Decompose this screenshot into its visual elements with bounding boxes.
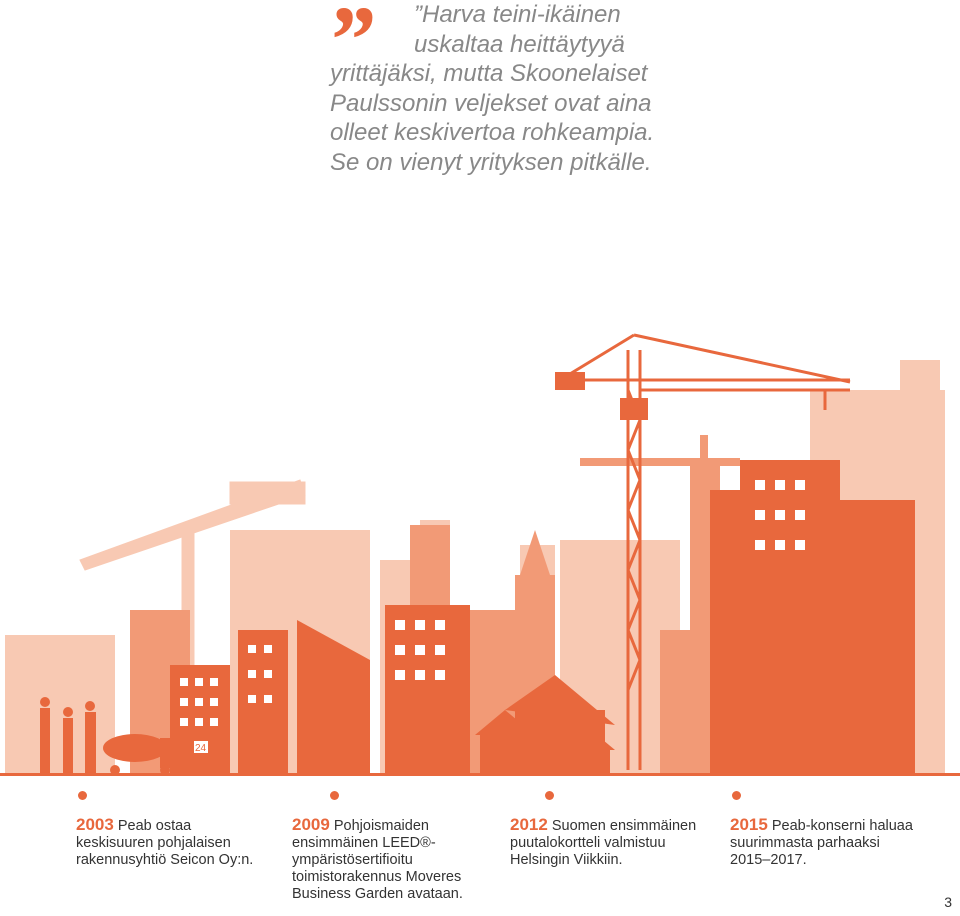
event-text: Pohjoismaiden (333, 818, 429, 834)
quotation-mark-icon: ” (326, 0, 374, 93)
quote-line: Paulssonin veljekset ovat aina (330, 89, 652, 117)
event-year: 2012 (510, 815, 548, 834)
quote-line: olleet keskivertoa rohkeampia. (330, 119, 655, 146)
pull-quote (330, 0, 710, 177)
ground-line (0, 773, 960, 776)
event-text: toimistorakennus Moveres (292, 869, 462, 885)
timeline-dot (78, 791, 87, 800)
construction-city-illustration (0, 330, 960, 780)
crane-counterweight (555, 372, 585, 390)
event-year: 2003 (76, 815, 114, 834)
timeline-event-2003 (76, 816, 253, 869)
event-text: 2015–2017. (730, 852, 807, 868)
event-text: Helsingin Viikkiin. (510, 852, 623, 868)
timeline-dot (545, 791, 554, 800)
page-number: 3 (944, 894, 952, 910)
timeline (0, 788, 960, 916)
event-text: suurimmasta parhaaksi (730, 835, 880, 851)
timeline-dot (330, 791, 339, 800)
quote-line: ”Harva teini-ikäinen (414, 1, 621, 28)
timeline-event-2012 (510, 816, 696, 869)
workers (40, 697, 96, 773)
event-text: ympäristösertifioitu (292, 852, 413, 868)
event-text: puutalokortteli valmistuu (510, 835, 666, 851)
event-text: Suomen ensimmäinen (551, 818, 697, 834)
timeline-event-2009 (292, 816, 463, 903)
quote-line: Se on vienyt yrityksen pitkälle. (330, 148, 652, 176)
quote-line: uskaltaa heittäytyyä (414, 30, 625, 58)
event-year: 2015 (730, 815, 768, 834)
quote-line: yrittäjäksi, mutta Skoonelaiset (330, 60, 648, 87)
event-text: Peab-konserni haluaa (771, 818, 913, 834)
event-text: Business Garden avataan. (292, 886, 463, 902)
event-text: Peab ostaa (117, 818, 192, 834)
event-text: keskisuuren pohjalaisen (76, 835, 231, 851)
event-year: 2009 (292, 815, 330, 834)
sign-24: 24 (195, 743, 207, 754)
timeline-event-2015 (730, 816, 913, 869)
event-text: rakennusyhtiö Seicon Oy:n. (76, 852, 254, 868)
crane-cab (620, 398, 648, 420)
timeline-dot (732, 791, 741, 800)
event-text: ensimmäinen LEED®- (292, 835, 436, 851)
